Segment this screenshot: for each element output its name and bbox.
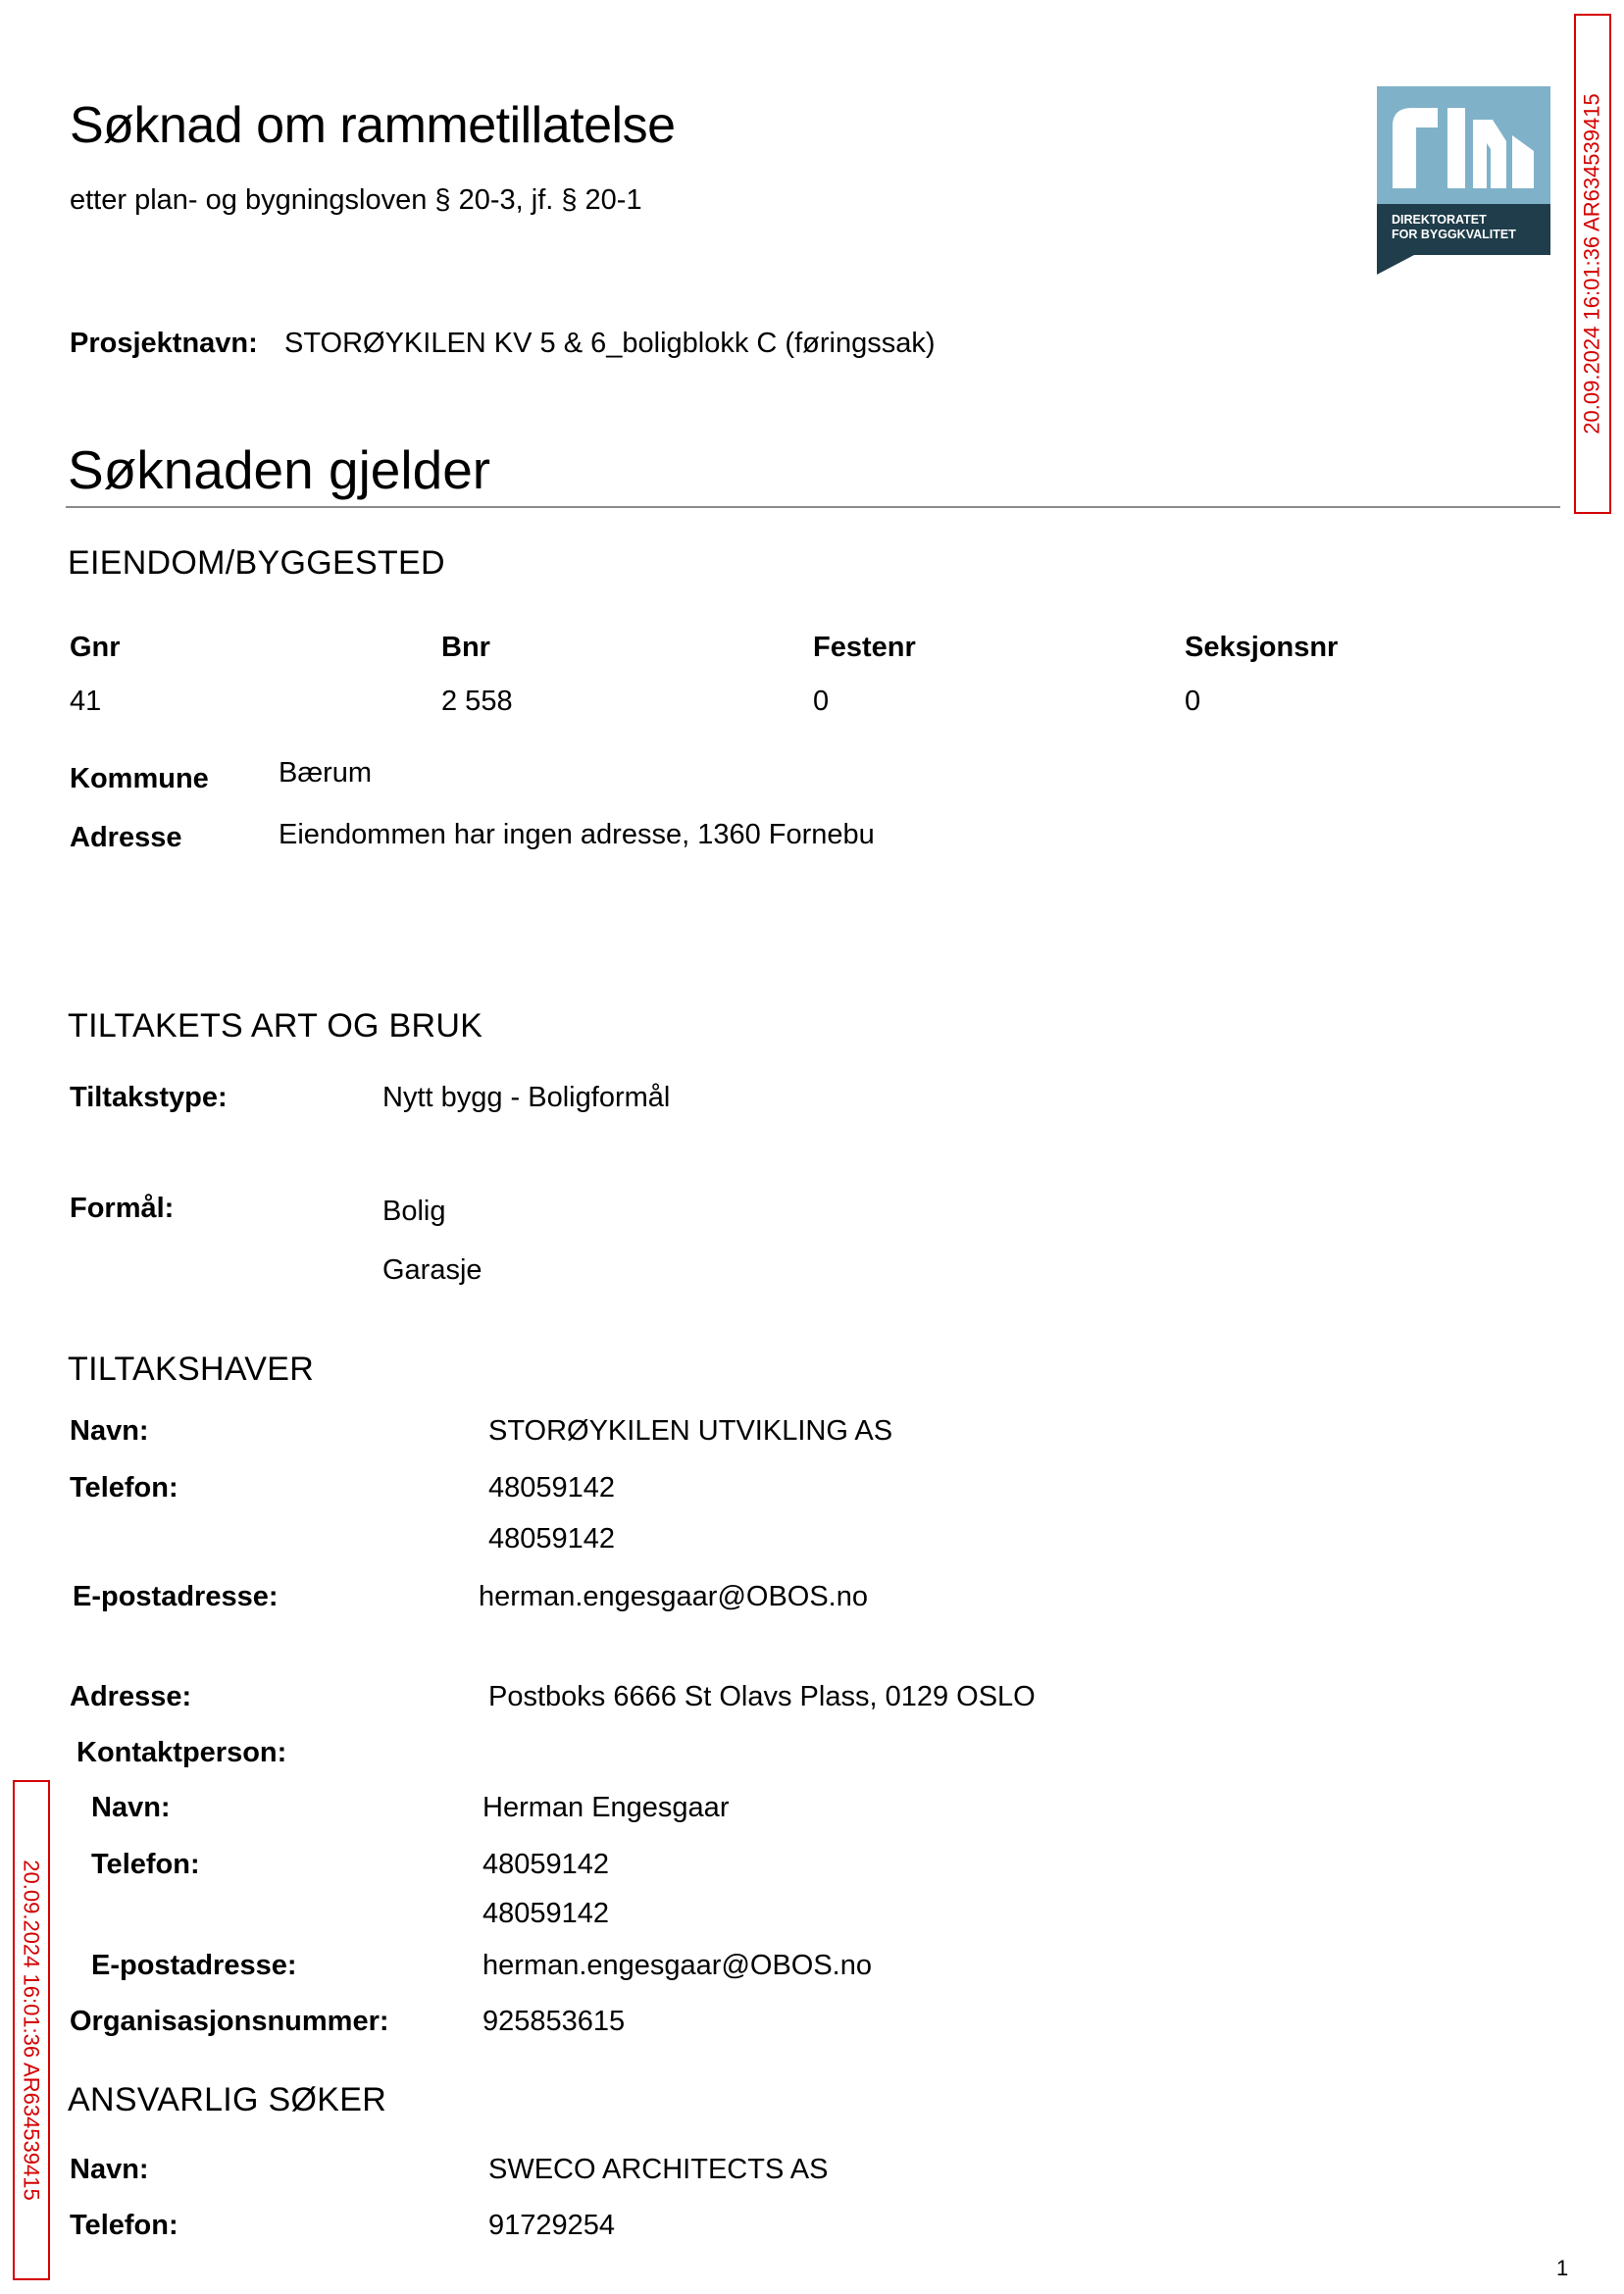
bnr-label: Bnr bbox=[441, 632, 490, 663]
kontakt-navn-value: Herman Engesgaar bbox=[482, 1792, 730, 1823]
ansvarlig-telefon-value: 91729254 bbox=[488, 2210, 616, 2241]
section-divider bbox=[66, 506, 1560, 508]
formal-value-2: Garasje bbox=[382, 1254, 482, 1286]
ansvarlig-telefon-label: Telefon: bbox=[70, 2210, 178, 2241]
kommune-label: Kommune bbox=[70, 763, 209, 794]
property-heading: EIENDOM/BYGGESTED bbox=[68, 544, 445, 582]
kontakt-telefon-label: Telefon: bbox=[91, 1849, 200, 1880]
formal-value-1: Bolig bbox=[382, 1196, 446, 1227]
tiltakshaver-telefon-value-1: 48059142 bbox=[488, 1472, 616, 1504]
ansvarlig-navn-label: Navn: bbox=[70, 2154, 149, 2185]
logo-tail bbox=[1377, 255, 1414, 275]
tiltakstype-value: Nytt bygg - Boligformål bbox=[382, 1082, 671, 1113]
kontakt-epost-value: herman.engesgaar@OBOS.no bbox=[482, 1950, 872, 1981]
festenr-value: 0 bbox=[813, 686, 830, 717]
logo-text: DIREKTORATET FOR BYGGKVALITET bbox=[1377, 204, 1550, 255]
adresse-value: Eiendommen har ingen adresse, 1360 Fornebu bbox=[279, 819, 875, 850]
ansvarlig-heading: ANSVARLIG SØKER bbox=[68, 2081, 387, 2118]
tiltakshaver-epost-label: E-postadresse: bbox=[73, 1581, 279, 1612]
tiltakstype-label: Tiltakstype: bbox=[70, 1082, 228, 1113]
tiltakshaver-adresse-label: Adresse: bbox=[70, 1681, 192, 1712]
bnr-value: 2 558 bbox=[441, 686, 513, 717]
kontakt-telefon-value-1: 48059142 bbox=[482, 1849, 610, 1880]
orgnr-value: 925853615 bbox=[482, 2006, 626, 2037]
tiltakshaver-adresse-value: Postboks 6666 St Olavs Plass, 0129 OSLO bbox=[488, 1681, 1036, 1712]
gnr-label: Gnr bbox=[70, 632, 121, 663]
ansvarlig-navn-value: SWECO ARCHITECTS AS bbox=[488, 2154, 829, 2185]
kontaktperson-label: Kontaktperson: bbox=[76, 1737, 287, 1768]
kontakt-epost-label: E-postadresse: bbox=[91, 1950, 297, 1981]
tiltakshaver-navn-label: Navn: bbox=[70, 1415, 149, 1447]
page-title: Søknad om rammetillatelse bbox=[70, 97, 676, 154]
dibk-logo bbox=[1377, 86, 1550, 275]
timestamp-stamp-left: 20.09.2024 16:01:36 AR634539415 bbox=[13, 1780, 50, 2280]
formal-label: Formål: bbox=[70, 1193, 175, 1224]
festenr-label: Festenr bbox=[813, 632, 916, 663]
tiltakshaver-epost-value: herman.engesgaar@OBOS.no bbox=[479, 1581, 868, 1612]
timestamp-stamp-top: 20.09.2024 16:01:36 AR634539415 bbox=[1574, 14, 1611, 514]
project-label: Prosjektnavn: bbox=[70, 328, 258, 359]
section-title: Søknaden gjelder bbox=[68, 439, 491, 500]
page-number: 1 bbox=[1556, 2256, 1569, 2280]
tiltakshaver-telefon-label: Telefon: bbox=[70, 1472, 178, 1504]
kontakt-telefon-value-2: 48059142 bbox=[482, 1898, 610, 1929]
page-subtitle: etter plan- og bygningsloven § 20-3, jf. § 20-1 bbox=[70, 184, 642, 216]
tiltakshaver-navn-value: STORØYKILEN UTVIKLING AS bbox=[488, 1415, 893, 1447]
project-value: STORØYKILEN KV 5 & 6_boligblokk C (føringssak) bbox=[284, 328, 936, 359]
adresse-label: Adresse bbox=[70, 822, 182, 853]
kommune-value: Bærum bbox=[279, 757, 373, 789]
logo-building-icon bbox=[1377, 86, 1550, 204]
kontakt-navn-label: Navn: bbox=[91, 1792, 171, 1823]
tiltak-heading: TILTAKETS ART OG BRUK bbox=[68, 1007, 483, 1045]
orgnr-label: Organisasjonsnummer: bbox=[70, 2006, 389, 2037]
seksjonsnr-label: Seksjonsnr bbox=[1185, 632, 1339, 663]
tiltakshaver-telefon-value-2: 48059142 bbox=[488, 1523, 616, 1555]
gnr-value: 41 bbox=[70, 686, 102, 717]
seksjonsnr-value: 0 bbox=[1185, 686, 1201, 717]
tiltakshaver-heading: TILTAKSHAVER bbox=[68, 1351, 315, 1388]
